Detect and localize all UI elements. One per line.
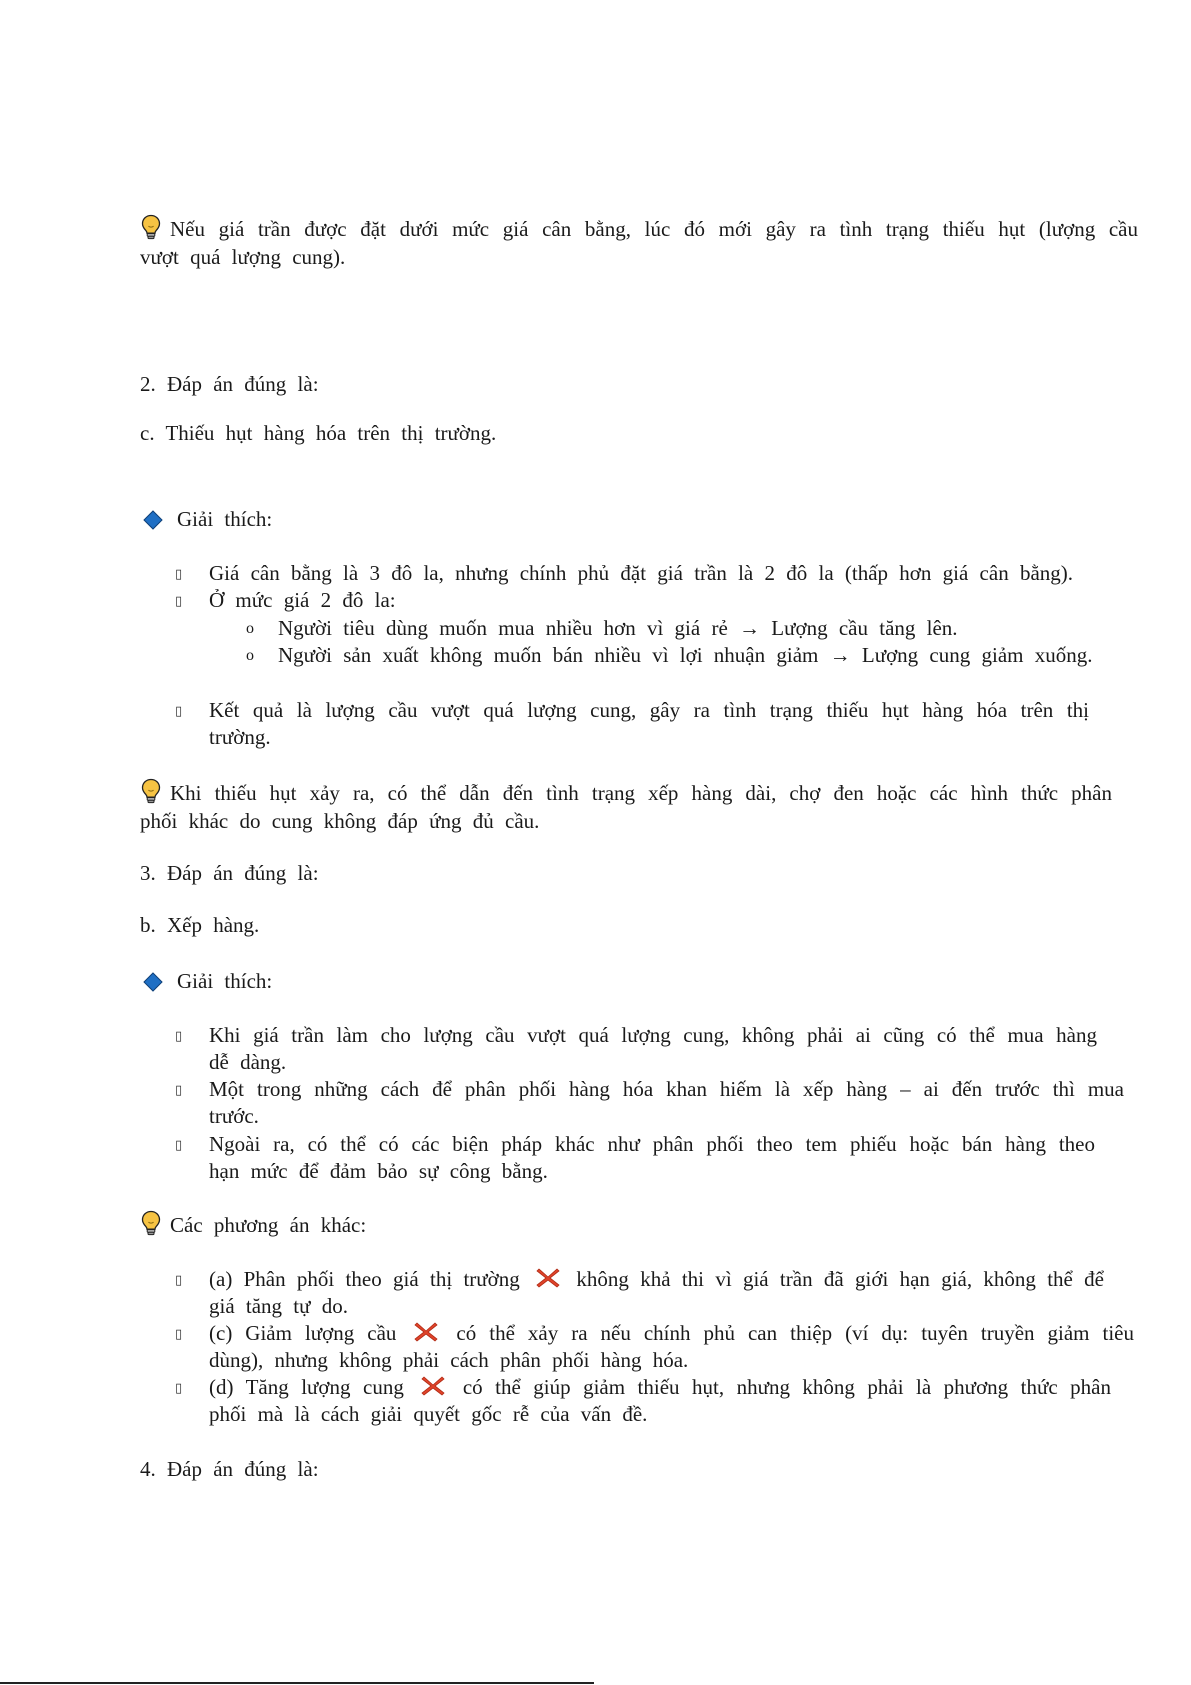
q2-bullet-2: Ở mức giá 2 đô la: [209, 588, 396, 612]
bullet-marker: ▯ [175, 566, 183, 581]
red-cross-icon [535, 1266, 561, 1290]
sub-bullet-marker: o [246, 620, 254, 637]
bullet-marker: ▯ [175, 1272, 183, 1287]
q3-other-c: (c) Giảm lượng cầu có thể xảy ra nếu chính phủ can thiệp (ví dụ: tuyên truyền giảm tiêu dùng), nhưng không phải cách phân phối hàng hóa. [209, 1321, 1135, 1372]
q3-heading: 3. Đáp án đúng là: [140, 861, 319, 885]
q4-heading: 4. Đáp án đúng là: [140, 1457, 319, 1481]
q2-bullet-1: Giá cân bằng là 3 đô la, nhưng chính phủ đặt giá trần là 2 đô la (thấp hơn giá cân bằng). [209, 561, 1074, 585]
red-cross-icon [420, 1374, 446, 1398]
tip-text-1: Nếu giá trần được đặt dưới mức giá cân bằng, lúc đó mới gây ra tình trạng thiếu hụt (lượng cầu vượt quá lượng cung). [140, 217, 1138, 269]
q3-other-options-label [140, 1210, 366, 1239]
lightbulb-icon [140, 214, 162, 240]
other-options-text: Các phương án khác: [170, 1213, 367, 1237]
red-cross-icon [413, 1320, 439, 1344]
lightbulb-icon [140, 1210, 162, 1236]
q3-explain-label: Giải thích: [177, 969, 273, 993]
bullet-marker: ▯ [175, 1082, 183, 1097]
blue-diamond-icon [143, 510, 163, 530]
bullet-marker: ▯ [175, 1137, 183, 1152]
sub-bullet-marker: o [246, 647, 254, 664]
lightbulb-icon [140, 778, 162, 804]
q2-sub-bullet-2: Người sản xuất không muốn bán nhiều vì lợi nhuận giảm → Lượng cung giảm xuống. [278, 643, 1093, 667]
q3-bullet-2: Một trong những cách để phân phối hàng hóa khan hiếm là xếp hàng – ai đến trước thì mua trước. [209, 1077, 1124, 1128]
q3-answer: b. Xếp hàng. [140, 913, 260, 937]
bullet-marker: ▯ [175, 703, 183, 718]
bullet-marker: ▯ [175, 593, 183, 608]
q3-bullet-3: Ngoài ra, có thể có các biện pháp khác như phân phối theo tem phiếu hoặc bán hàng theo hạn mức để đảm bảo sự công bằng. [209, 1132, 1095, 1183]
q3-other-d: (d) Tăng lượng cung có thể giúp giảm thiếu hụt, nhưng không phải là phương thức phân phối mà là cách giải quyết gốc rễ của vấn đề. [209, 1375, 1111, 1426]
q2-tip-paragraph [140, 778, 1112, 835]
footer-rule [0, 1682, 594, 1684]
bullet-marker: ▯ [175, 1028, 183, 1043]
q2-tip-text: Khi thiếu hụt xảy ra, có thể dẫn đến tình trạng xếp hàng dài, chợ đen hoặc các hình thức phân phối khác do cung không đáp ứng đủ cầu. [140, 781, 1112, 833]
blue-diamond-icon [143, 972, 163, 992]
q2-heading: 2. Đáp án đúng là: [140, 372, 319, 396]
q3-other-a: (a) Phân phối theo giá thị trường không khả thi vì giá trần đã giới hạn giá, không thể để giá tăng tự do. [209, 1267, 1105, 1318]
q2-answer: c. Thiếu hụt hàng hóa trên thị trường. [140, 421, 497, 445]
q2-explain-label: Giải thích: [177, 507, 273, 531]
tip-paragraph-1 [140, 214, 1138, 271]
q2-sub-bullet-1: Người tiêu dùng muốn mua nhiều hơn vì giá rẻ → Lượng cầu tăng lên. [278, 616, 958, 640]
bullet-marker: ▯ [175, 1326, 183, 1341]
q2-bullet-3: Kết quả là lượng cầu vượt quá lượng cung, gây ra tình trạng thiếu hụt hàng hóa trên thị trường. [209, 698, 1089, 749]
q3-bullet-1: Khi giá trần làm cho lượng cầu vượt quá lượng cung, không phải ai cũng có thể mua hàng dễ dàng. [209, 1023, 1097, 1074]
bullet-marker: ▯ [175, 1380, 183, 1395]
